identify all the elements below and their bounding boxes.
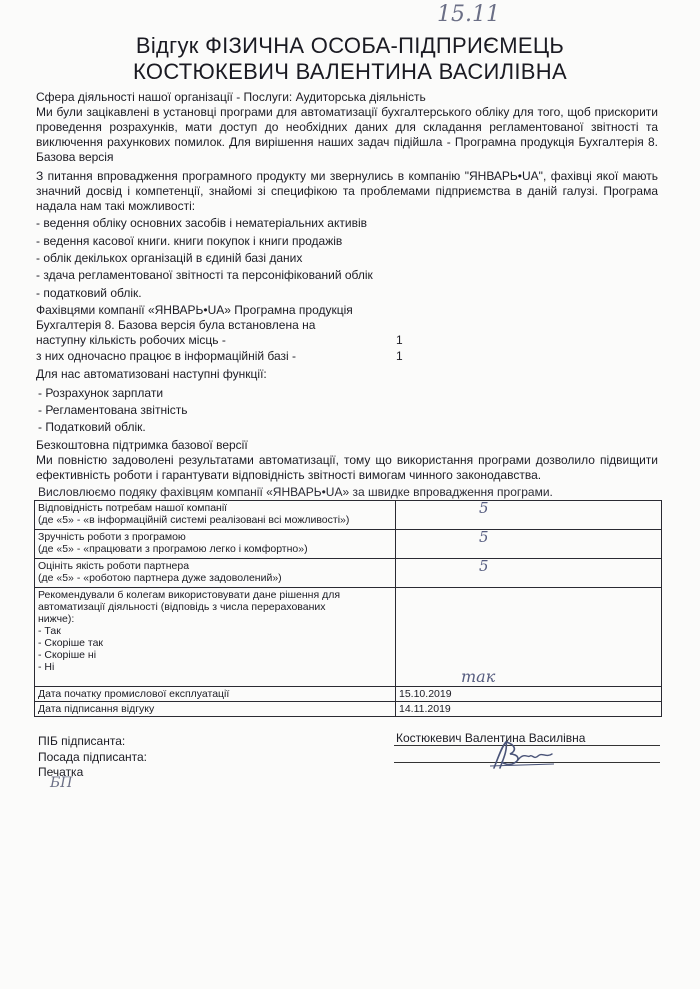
corner-handwritten-note: 15.11 — [437, 2, 500, 27]
table-row — [35, 559, 662, 588]
automated-item: - Податковий облік. — [38, 420, 146, 434]
handwritten-score: 5 — [479, 557, 489, 575]
signer-name: Костюкевич Валентина Василівна — [396, 731, 586, 745]
handwritten-signature — [488, 738, 558, 772]
title-line-2: КОСТЮКЕВИЧ ВАЛЕНТИНА ВАСИЛІВНА — [133, 59, 567, 84]
title-line-1: Відгук ФІЗИЧНА ОСОБА-ПІДПРИЄМЕЦЬ — [135, 33, 565, 58]
criterion-label: Оцініть якість роботи партнера — [38, 560, 190, 572]
answer-option: - Скоріше ні — [38, 649, 97, 661]
workstations-count: 1 — [396, 333, 403, 347]
table-cell-label — [35, 559, 396, 588]
table-cell-label — [35, 530, 396, 559]
criterion-note: (де «5» - «роботою партнера дуже задоволений») — [38, 572, 282, 584]
start-date-value: 15.10.2019 — [396, 687, 662, 702]
automated-heading: Для нас автоматизовані наступні функції: — [36, 367, 267, 381]
table-cell-value — [396, 501, 662, 530]
answer-option: - Скоріше так — [38, 637, 104, 649]
table-cell-label — [35, 501, 396, 530]
thanks-line: Висловлюємо подяку фахівцям компанії «ЯНВАРЬ•UA» за швидке впровадження програми. — [38, 485, 553, 499]
feedback-table — [34, 500, 662, 717]
criterion-note: (де «5» - «в інформаційній системі реалізовані всі можливості») — [38, 514, 350, 526]
stamp-label: Печатка — [38, 765, 84, 779]
feature-item: - ведення обліку основних засобів і нематеріальних активів — [36, 216, 367, 230]
table-cell-value — [396, 559, 662, 588]
feature-item: - ведення касової книги. книги покупок і книги продажів — [36, 234, 343, 248]
signer-label: ПІБ підписанта: — [38, 734, 126, 748]
criterion-label: Відповідність потребам нашої компанії — [38, 502, 228, 514]
vendor-paragraph: З питання впровадження програмного продукту ми звернулись в компанію "ЯНВАРЬ•UA", фахівці якої мають значний досвід і компетенції, знайомі зі специфікою та проблемами підприємства в даній галузі. Програма надала нам такі можливості: — [36, 169, 658, 213]
concurrent-users-count: 1 — [396, 349, 403, 363]
position-label: Посада підписанта: — [38, 750, 148, 764]
handwritten-score: 5 — [479, 528, 489, 546]
criterion-label: автоматизації діяльності (відповідь з числа перерахованих — [38, 601, 326, 613]
table-row — [35, 501, 662, 530]
answer-option: - Так — [38, 625, 61, 637]
signing-date-value: 14.11.2019 — [396, 702, 662, 717]
table-row — [35, 687, 662, 702]
table-cell-label: Дата підписання відгуку — [35, 702, 396, 717]
stamp-handwritten-note: БП — [50, 775, 73, 791]
table-row — [35, 702, 662, 717]
answer-option: - Ні — [38, 661, 55, 673]
criterion-note: (де «5» - «працювати з програмою легко і комфортно») — [38, 543, 308, 555]
install-text-line: Бухгалтерія 8. Базова версія була встановлена на — [36, 318, 316, 332]
criterion-label: Зручність роботи з програмою — [38, 531, 186, 543]
handwritten-score: 5 — [479, 499, 489, 517]
table-cell-value — [396, 588, 662, 687]
automated-item: - Розрахунок зарплати — [38, 386, 164, 400]
criterion-label: нижче): — [38, 613, 75, 625]
table-cell-label: Дата початку промислової експлуатації — [35, 687, 396, 702]
install-text-line: Фахівцями компанії «ЯНВАРЬ•UA» Програмна продукція — [36, 303, 353, 317]
intro-paragraph: Ми були зацікавлені в установці програми для автоматизації бухгалтерського обліку для того, щоб прискорити проведення розрахунків, мати доступ до необхідних даних для складання регламентованої звітності та виключення рахункових помилок. Для вирішення наших задач підійшла - Програмна продукція Бухгалтерія 8. Базова версія — [36, 105, 658, 164]
feature-item: - облік декількох організацій в єдиній базі даних — [36, 251, 303, 265]
table-row — [35, 530, 662, 559]
install-text-line: наступну кількість робочих місць - — [36, 333, 226, 347]
activity-sphere: Сфера діяльності нашої організації - Послуги: Аудиторська діяльність — [36, 90, 426, 104]
feature-item: - здача регламентованої звітності та персоніфікований облік — [36, 268, 373, 282]
feature-item: - податковий облік. — [36, 286, 142, 300]
criterion-label: Рекомендували б колегам використовувати дане рішення для — [38, 589, 341, 601]
automated-item: - Регламентована звітність — [38, 403, 188, 417]
install-text-line: з них одночасно працює в інформаційній базі - — [36, 349, 297, 363]
handwritten-answer: так — [461, 667, 496, 686]
table-row — [35, 588, 662, 687]
table-cell-label — [35, 588, 396, 687]
table-cell-value — [396, 530, 662, 559]
satisfaction-paragraph: Ми повністю задоволені результатами автоматизації, тому що використання програми дозволило підвищити ефективність роботи і гарантувати відповідність звітності вимогам чинного законодавства. — [36, 453, 658, 482]
support-line: Безкоштовна підтримка базової версії — [36, 438, 248, 452]
